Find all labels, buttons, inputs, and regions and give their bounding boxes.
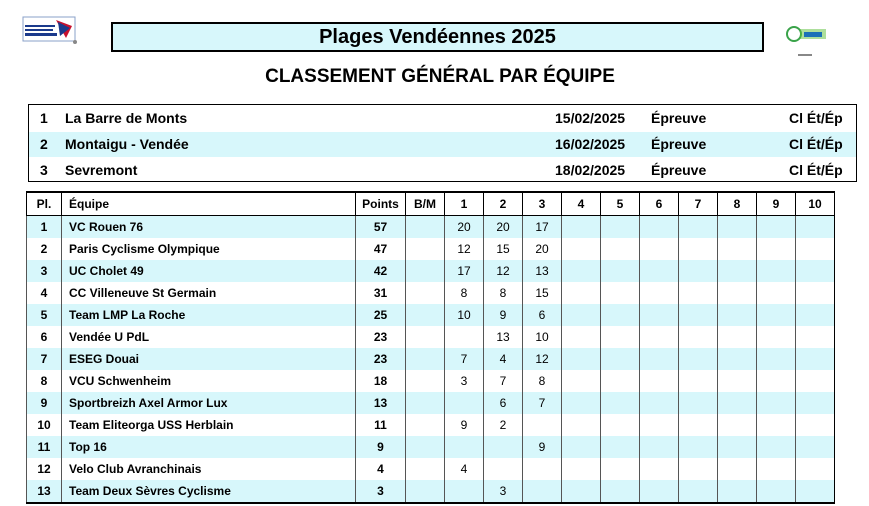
race-6-cell	[640, 414, 679, 436]
race-8-cell	[718, 238, 757, 260]
bm-cell	[406, 304, 445, 326]
race-1-cell	[445, 326, 484, 348]
race-1-cell: 8	[445, 282, 484, 304]
bm-cell	[406, 480, 445, 503]
place-cell: 2	[27, 238, 62, 260]
event-date: 16/02/2025	[555, 136, 626, 152]
event-date: 15/02/2025	[555, 110, 626, 126]
event-row	[29, 132, 856, 157]
race-7-cell	[679, 216, 718, 239]
team-cell: Velo Club Avranchinais	[62, 458, 356, 480]
race-5-cell	[601, 370, 640, 392]
race-1-cell	[445, 392, 484, 414]
race-7-cell	[679, 348, 718, 370]
race-4-cell	[562, 304, 601, 326]
race-10-cell	[796, 260, 835, 282]
race-4-cell	[562, 480, 601, 503]
race-6-cell	[640, 436, 679, 458]
place-cell: 9	[27, 392, 62, 414]
points-cell: 42	[356, 260, 406, 282]
event-type: Épreuve	[651, 136, 707, 152]
race-8-cell	[718, 414, 757, 436]
race-6-cell	[640, 458, 679, 480]
race-3-cell: 20	[523, 238, 562, 260]
race-10-cell	[796, 458, 835, 480]
race-7-cell	[679, 326, 718, 348]
place-cell: 5	[27, 304, 62, 326]
events-list	[28, 104, 857, 182]
race-10-cell	[796, 304, 835, 326]
race-5-cell	[601, 304, 640, 326]
race-4-cell	[562, 436, 601, 458]
points-cell: 13	[356, 392, 406, 414]
race-4-cell	[562, 414, 601, 436]
race-8-cell	[718, 458, 757, 480]
race-6-cell	[640, 392, 679, 414]
race-1-cell	[445, 436, 484, 458]
event-date: 18/02/2025	[555, 162, 626, 178]
bm-cell	[406, 370, 445, 392]
race-8-cell	[718, 480, 757, 503]
place-cell: 4	[27, 282, 62, 304]
race-4-cell	[562, 370, 601, 392]
place-cell: 3	[27, 260, 62, 282]
race-2-cell: 4	[484, 348, 523, 370]
table-row	[27, 348, 835, 370]
bm-cell	[406, 238, 445, 260]
event-category: Cl Ét/Ép	[789, 162, 843, 178]
points-cell: 9	[356, 436, 406, 458]
race-10-cell	[796, 480, 835, 503]
place-cell: 11	[27, 436, 62, 458]
team-cell: Team Deux Sèvres Cyclisme	[62, 480, 356, 503]
race-9-cell	[757, 436, 796, 458]
header-race-10: 10	[796, 192, 835, 216]
event-name: Montaigu - Vendée	[65, 136, 189, 152]
race-8-cell	[718, 304, 757, 326]
race-10-cell	[796, 326, 835, 348]
race-10-cell	[796, 414, 835, 436]
bm-cell	[406, 348, 445, 370]
race-8-cell	[718, 436, 757, 458]
race-6-cell	[640, 216, 679, 239]
race-3-cell	[523, 414, 562, 436]
race-1-cell: 20	[445, 216, 484, 239]
federation-logo-icon	[22, 16, 80, 46]
race-3-cell: 6	[523, 304, 562, 326]
points-cell: 3	[356, 480, 406, 503]
race-9-cell	[757, 348, 796, 370]
table-row	[27, 436, 835, 458]
place-cell: 10	[27, 414, 62, 436]
race-8-cell	[718, 216, 757, 239]
points-cell: 18	[356, 370, 406, 392]
race-3-cell: 12	[523, 348, 562, 370]
team-cell: VC Rouen 76	[62, 216, 356, 239]
race-2-cell: 3	[484, 480, 523, 503]
bm-cell	[406, 392, 445, 414]
race-6-cell	[640, 238, 679, 260]
race-3-cell: 10	[523, 326, 562, 348]
race-5-cell	[601, 216, 640, 239]
race-5-cell	[601, 392, 640, 414]
header-race-2: 2	[484, 192, 523, 216]
points-cell: 31	[356, 282, 406, 304]
race-7-cell	[679, 392, 718, 414]
place-cell: 7	[27, 348, 62, 370]
race-8-cell	[718, 348, 757, 370]
team-cell: ESEG Douai	[62, 348, 356, 370]
header-race-5: 5	[601, 192, 640, 216]
place-cell: 1	[27, 216, 62, 239]
race-5-cell	[601, 436, 640, 458]
race-6-cell	[640, 260, 679, 282]
team-cell: CC Villeneuve St Germain	[62, 282, 356, 304]
race-8-cell	[718, 392, 757, 414]
race-3-cell: 17	[523, 216, 562, 239]
race-2-cell: 20	[484, 216, 523, 239]
race-2-cell	[484, 436, 523, 458]
table-row	[27, 282, 835, 304]
race-7-cell	[679, 480, 718, 503]
event-name: Sevremont	[65, 162, 138, 178]
race-5-cell	[601, 238, 640, 260]
bm-cell	[406, 260, 445, 282]
header-race-4: 4	[562, 192, 601, 216]
race-4-cell	[562, 216, 601, 239]
race-8-cell	[718, 370, 757, 392]
race-5-cell	[601, 282, 640, 304]
race-10-cell	[796, 238, 835, 260]
race-4-cell	[562, 238, 601, 260]
points-cell: 11	[356, 414, 406, 436]
race-10-cell	[796, 370, 835, 392]
race-9-cell	[757, 414, 796, 436]
bm-cell	[406, 326, 445, 348]
team-cell: Team Eliteorga USS Herblain	[62, 414, 356, 436]
race-7-cell	[679, 458, 718, 480]
event-name: La Barre de Monts	[65, 110, 188, 126]
race-2-cell: 15	[484, 238, 523, 260]
bm-cell	[406, 216, 445, 239]
page-subtitle: CLASSEMENT GÉNÉRAL PAR ÉQUIPE	[265, 66, 615, 87]
race-2-cell: 9	[484, 304, 523, 326]
event-category: Cl Ét/Ép	[789, 110, 843, 126]
cofidis-logo-icon	[784, 22, 834, 60]
race-6-cell	[640, 282, 679, 304]
race-7-cell	[679, 260, 718, 282]
race-2-cell: 7	[484, 370, 523, 392]
race-7-cell	[679, 370, 718, 392]
race-4-cell	[562, 260, 601, 282]
race-10-cell	[796, 282, 835, 304]
event-number: 1	[40, 110, 48, 126]
race-4-cell	[562, 282, 601, 304]
race-5-cell	[601, 414, 640, 436]
points-cell: 57	[356, 216, 406, 239]
race-2-cell	[484, 458, 523, 480]
race-8-cell	[718, 282, 757, 304]
header-race-6: 6	[640, 192, 679, 216]
place-cell: 13	[27, 480, 62, 503]
team-cell: Team LMP La Roche	[62, 304, 356, 326]
race-1-cell	[445, 480, 484, 503]
event-row	[29, 158, 856, 183]
race-5-cell	[601, 348, 640, 370]
race-9-cell	[757, 238, 796, 260]
race-4-cell	[562, 348, 601, 370]
table-row	[27, 480, 835, 503]
bm-cell	[406, 458, 445, 480]
page-title: Plages Vendéennes 2025	[111, 22, 764, 52]
race-5-cell	[601, 480, 640, 503]
bm-cell	[406, 414, 445, 436]
race-6-cell	[640, 480, 679, 503]
race-7-cell	[679, 436, 718, 458]
table-row	[27, 304, 835, 326]
race-7-cell	[679, 238, 718, 260]
race-2-cell: 2	[484, 414, 523, 436]
event-row	[29, 106, 856, 131]
place-cell: 12	[27, 458, 62, 480]
team-cell: Top 16	[62, 436, 356, 458]
team-cell: VCU Schwenheim	[62, 370, 356, 392]
race-7-cell	[679, 304, 718, 326]
race-1-cell: 7	[445, 348, 484, 370]
table-row	[27, 260, 835, 282]
table-row	[27, 326, 835, 348]
header-place: Pl.	[27, 192, 62, 216]
table-row	[27, 370, 835, 392]
race-3-cell: 7	[523, 392, 562, 414]
race-9-cell	[757, 370, 796, 392]
points-cell: 23	[356, 348, 406, 370]
race-10-cell	[796, 348, 835, 370]
race-3-cell: 8	[523, 370, 562, 392]
race-6-cell	[640, 326, 679, 348]
standings-table	[26, 191, 835, 504]
points-cell: 23	[356, 326, 406, 348]
race-1-cell: 12	[445, 238, 484, 260]
bm-cell	[406, 282, 445, 304]
header-bm: B/M	[406, 192, 445, 216]
header-race-8: 8	[718, 192, 757, 216]
race-9-cell	[757, 282, 796, 304]
race-2-cell: 8	[484, 282, 523, 304]
race-4-cell	[562, 326, 601, 348]
header-race-9: 9	[757, 192, 796, 216]
header-points: Points	[356, 192, 406, 216]
race-8-cell	[718, 260, 757, 282]
team-cell: Sportbreizh Axel Armor Lux	[62, 392, 356, 414]
header-team: Équipe	[62, 192, 356, 216]
points-cell: 4	[356, 458, 406, 480]
race-1-cell: 10	[445, 304, 484, 326]
race-9-cell	[757, 304, 796, 326]
race-1-cell: 4	[445, 458, 484, 480]
event-type: Épreuve	[651, 110, 707, 126]
race-10-cell	[796, 436, 835, 458]
points-cell: 25	[356, 304, 406, 326]
race-1-cell: 9	[445, 414, 484, 436]
event-type: Épreuve	[651, 162, 707, 178]
header-race-7: 7	[679, 192, 718, 216]
race-5-cell	[601, 458, 640, 480]
points-cell: 47	[356, 238, 406, 260]
header-race-1: 1	[445, 192, 484, 216]
race-9-cell	[757, 458, 796, 480]
race-1-cell: 3	[445, 370, 484, 392]
race-9-cell	[757, 326, 796, 348]
race-9-cell	[757, 392, 796, 414]
table-row	[27, 392, 835, 414]
event-number: 2	[40, 136, 48, 152]
table-row	[27, 216, 835, 239]
race-10-cell	[796, 216, 835, 239]
event-category: Cl Ét/Ép	[789, 136, 843, 152]
race-3-cell: 15	[523, 282, 562, 304]
race-3-cell: 13	[523, 260, 562, 282]
place-cell: 6	[27, 326, 62, 348]
race-2-cell: 12	[484, 260, 523, 282]
table-row	[27, 238, 835, 260]
race-8-cell	[718, 326, 757, 348]
team-cell: UC Cholet 49	[62, 260, 356, 282]
team-cell: Paris Cyclisme Olympique	[62, 238, 356, 260]
race-1-cell: 17	[445, 260, 484, 282]
race-9-cell	[757, 260, 796, 282]
race-2-cell: 13	[484, 326, 523, 348]
race-6-cell	[640, 348, 679, 370]
race-6-cell	[640, 370, 679, 392]
race-9-cell	[757, 480, 796, 503]
table-row	[27, 414, 835, 436]
race-6-cell	[640, 304, 679, 326]
race-3-cell: 9	[523, 436, 562, 458]
team-cell: Vendée U PdL	[62, 326, 356, 348]
event-number: 3	[40, 162, 48, 178]
race-3-cell	[523, 480, 562, 503]
race-5-cell	[601, 260, 640, 282]
place-cell: 8	[27, 370, 62, 392]
race-2-cell: 6	[484, 392, 523, 414]
race-4-cell	[562, 458, 601, 480]
race-3-cell	[523, 458, 562, 480]
race-10-cell	[796, 392, 835, 414]
race-5-cell	[601, 326, 640, 348]
race-7-cell	[679, 282, 718, 304]
race-7-cell	[679, 414, 718, 436]
header-race-3: 3	[523, 192, 562, 216]
race-9-cell	[757, 216, 796, 239]
table-row	[27, 458, 835, 480]
table-header-row	[27, 192, 835, 216]
bm-cell	[406, 436, 445, 458]
race-4-cell	[562, 392, 601, 414]
